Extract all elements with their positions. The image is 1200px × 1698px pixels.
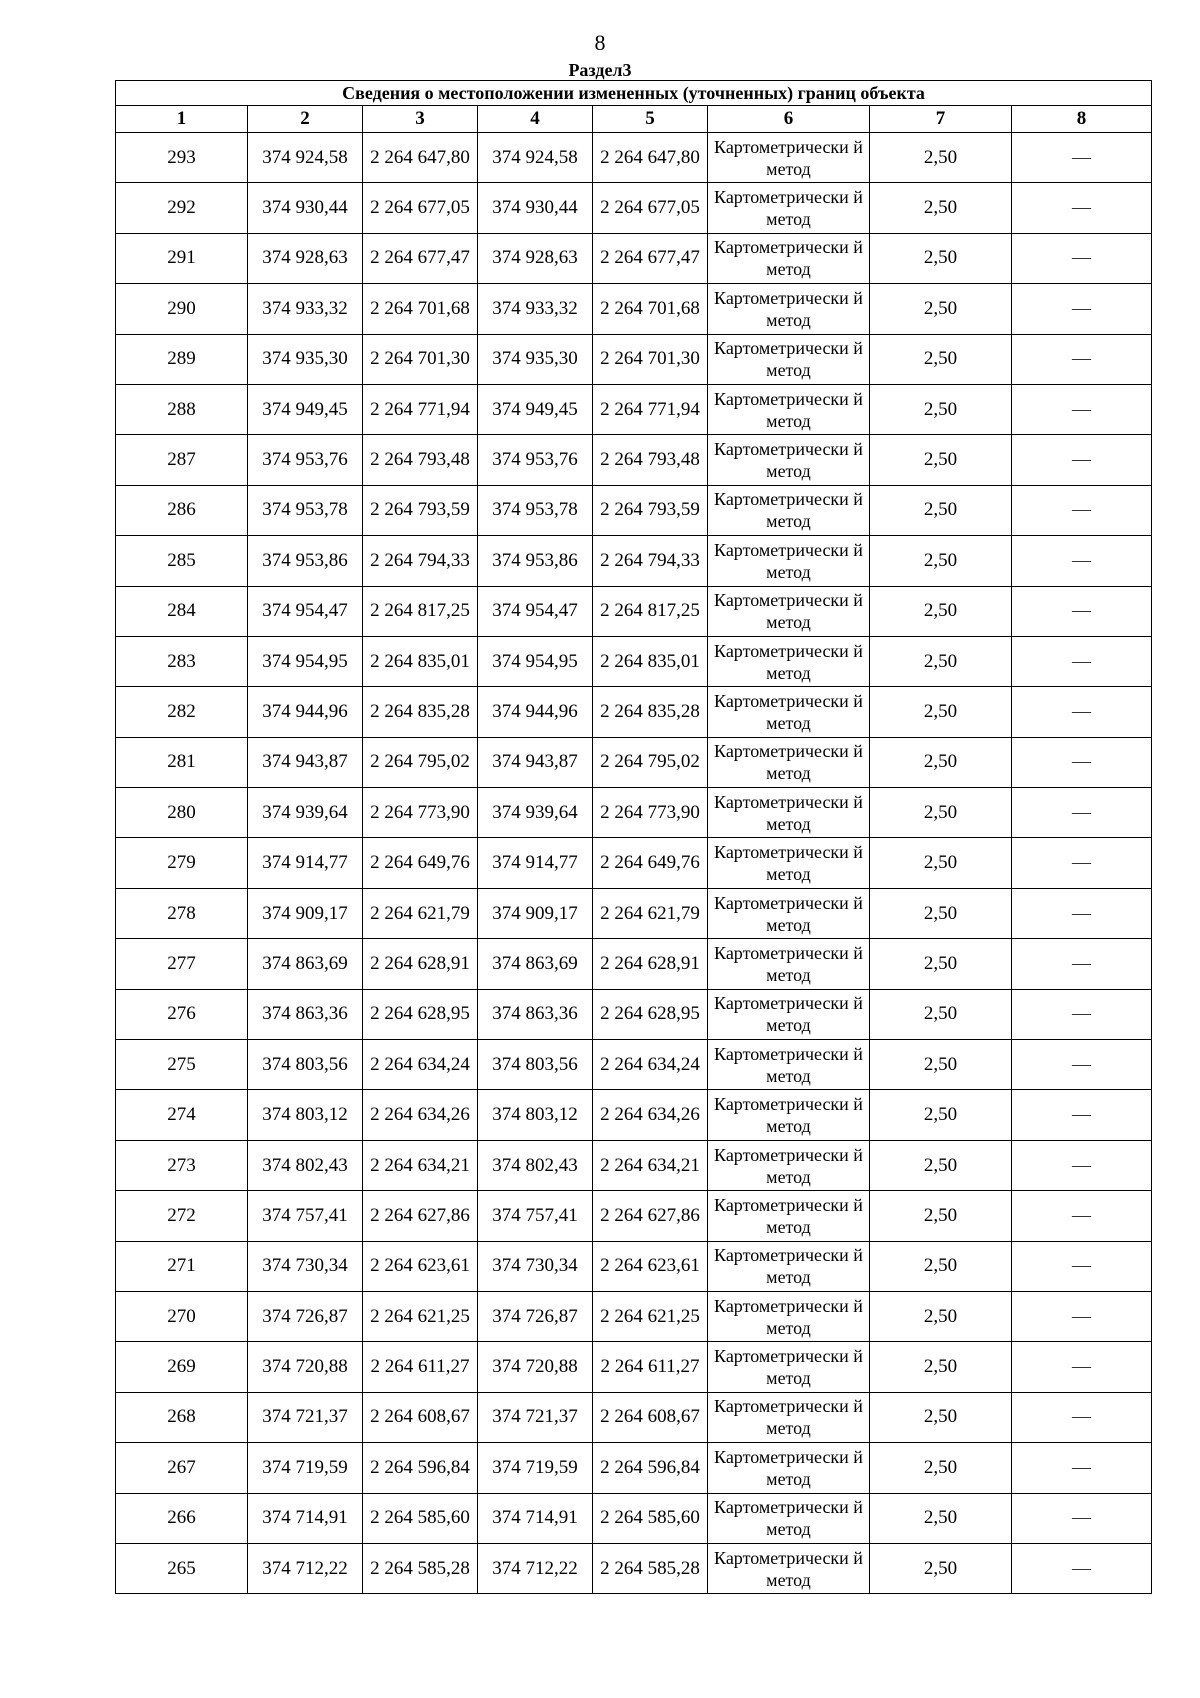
table-cell-col-6: Картометрически й метод [708,536,870,586]
table-cell-col-2: 374 928,63 [248,233,363,283]
table-cell-col-6: Картометрически й метод [708,989,870,1039]
table-cell-col-3: 2 264 621,79 [363,888,478,938]
table-cell-col-1: 284 [116,586,248,636]
table-cell-col-7: 2,50 [870,536,1012,586]
table-cell-col-3: 2 264 621,25 [363,1291,478,1341]
table-cell-col-6: Картометрически й метод [708,1140,870,1190]
table-cell-col-7: 2,50 [870,284,1012,334]
table-cell-col-5: 2 264 628,91 [593,939,708,989]
table-cell-col-7: 2,50 [870,1291,1012,1341]
table-cell-col-6: Картометрически й метод [708,133,870,183]
table-cell-col-5: 2 264 627,86 [593,1191,708,1241]
table-cell-col-3: 2 264 647,80 [363,133,478,183]
table-cell-col-8: — [1012,1392,1152,1442]
table-cell-col-2: 374 954,47 [248,586,363,636]
column-header-3: 3 [363,106,478,133]
table-cell-col-1: 283 [116,636,248,686]
table-cell-col-6: Картометрически й метод [708,233,870,283]
table-cell-col-2: 374 949,45 [248,384,363,434]
table-row [116,1191,1152,1241]
table-cell-col-5: 2 264 628,95 [593,989,708,1039]
table-cell-col-5: 2 264 649,76 [593,838,708,888]
table-cell-col-6: Картометрически й метод [708,183,870,233]
table-cell-col-5: 2 264 793,59 [593,485,708,535]
table-cell-col-7: 2,50 [870,1493,1012,1543]
table-cell-col-2: 374 757,41 [248,1191,363,1241]
table-row [116,1241,1152,1291]
table-cell-col-5: 2 264 677,05 [593,183,708,233]
table-cell-col-6: Картометрически й метод [708,888,870,938]
table-cell-col-3: 2 264 623,61 [363,1241,478,1291]
table-cell-col-8: — [1012,737,1152,787]
table-row [116,334,1152,384]
table-cell-col-6: Картометрически й метод [708,636,870,686]
table-cell-col-6: Картометрически й метод [708,1090,870,1140]
table-cell-col-2: 374 954,95 [248,636,363,686]
table-cell-col-2: 374 939,64 [248,788,363,838]
table-cell-col-4: 374 726,87 [478,1291,593,1341]
table-cell-col-8: — [1012,1543,1152,1593]
table-cell-col-1: 273 [116,1140,248,1190]
table-cell-col-7: 2,50 [870,1443,1012,1493]
table-cell-col-7: 2,50 [870,233,1012,283]
table-cell-col-5: 2 264 608,67 [593,1392,708,1442]
table-cell-col-7: 2,50 [870,888,1012,938]
table-cell-col-5: 2 264 634,26 [593,1090,708,1140]
table-cell-col-8: — [1012,233,1152,283]
table-cell-col-1: 280 [116,788,248,838]
page-number: 8 [594,30,606,55]
table-cell-col-3: 2 264 701,68 [363,284,478,334]
table-cell-col-1: 271 [116,1241,248,1291]
table-cell-col-4: 374 714,91 [478,1493,593,1543]
table-cell-col-4: 374 802,43 [478,1140,593,1190]
table-cell-col-4: 374 939,64 [478,788,593,838]
table-cell-col-7: 2,50 [870,1543,1012,1593]
table-row [116,888,1152,938]
table-cell-col-1: 270 [116,1291,248,1341]
table-row [116,485,1152,535]
table-cell-col-5: 2 264 634,24 [593,1040,708,1090]
table-cell-col-3: 2 264 649,76 [363,838,478,888]
table-cell-col-5: 2 264 795,02 [593,737,708,787]
table-cell-col-8: — [1012,888,1152,938]
table-cell-col-1: 275 [116,1040,248,1090]
table-cell-col-6: Картометрически й метод [708,1291,870,1341]
table-cell-col-3: 2 264 585,60 [363,1493,478,1543]
table-cell-col-7: 2,50 [870,1392,1012,1442]
table-cell-col-8: — [1012,1493,1152,1543]
table-row [116,939,1152,989]
table-cell-col-4: 374 935,30 [478,334,593,384]
table-cell-col-4: 374 943,87 [478,737,593,787]
table-cell-col-5: 2 264 585,28 [593,1543,708,1593]
table-cell-col-6: Картометрически й метод [708,1493,870,1543]
table-cell-col-4: 374 954,47 [478,586,593,636]
table-row [116,687,1152,737]
table-cell-col-5: 2 264 793,48 [593,435,708,485]
table-cell-col-3: 2 264 596,84 [363,1443,478,1493]
table-cell-col-5: 2 264 585,60 [593,1493,708,1543]
table-cell-col-3: 2 264 634,24 [363,1040,478,1090]
table-cell-col-4: 374 909,17 [478,888,593,938]
table-cell-col-2: 374 930,44 [248,183,363,233]
table-cell-col-3: 2 264 795,02 [363,737,478,787]
table-cell-col-1: 279 [116,838,248,888]
table-cell-col-3: 2 264 628,95 [363,989,478,1039]
table-cell-col-7: 2,50 [870,133,1012,183]
table-row [116,636,1152,686]
table-cell-col-2: 374 935,30 [248,334,363,384]
table-cell-col-4: 374 863,69 [478,939,593,989]
table-cell-col-7: 2,50 [870,1241,1012,1291]
table-cell-col-8: — [1012,133,1152,183]
table-cell-col-3: 2 264 773,90 [363,788,478,838]
table-cell-col-8: — [1012,1342,1152,1392]
table-cell-col-1: 281 [116,737,248,787]
table-cell-col-6: Картометрически й метод [708,788,870,838]
table-body [116,133,1152,1594]
column-header-4: 4 [478,106,593,133]
table-cell-col-5: 2 264 835,28 [593,687,708,737]
table-cell-col-2: 374 953,78 [248,485,363,535]
table-cell-col-3: 2 264 634,21 [363,1140,478,1190]
table-row [116,737,1152,787]
table-cell-col-7: 2,50 [870,788,1012,838]
table-cell-col-8: — [1012,989,1152,1039]
table-cell-col-7: 2,50 [870,435,1012,485]
table-cell-col-8: — [1012,183,1152,233]
table-header-row [116,106,1152,133]
table-cell-col-4: 374 712,22 [478,1543,593,1593]
column-header-7: 7 [870,106,1012,133]
column-header-1: 1 [116,106,248,133]
table-cell-col-7: 2,50 [870,687,1012,737]
table-cell-col-2: 374 712,22 [248,1543,363,1593]
table-cell-col-4: 374 933,32 [478,284,593,334]
table-cell-col-8: — [1012,435,1152,485]
table-cell-col-7: 2,50 [870,485,1012,535]
table-cell-col-2: 374 714,91 [248,1493,363,1543]
table-cell-col-1: 274 [116,1090,248,1140]
table-cell-col-2: 374 720,88 [248,1342,363,1392]
table-cell-col-2: 374 863,36 [248,989,363,1039]
column-header-8: 8 [1012,106,1152,133]
table-cell-col-6: Картометрически й метод [708,939,870,989]
table-cell-col-4: 374 930,44 [478,183,593,233]
table-cell-col-5: 2 264 621,25 [593,1291,708,1341]
table-cell-col-2: 374 863,69 [248,939,363,989]
table-cell-col-5: 2 264 611,27 [593,1342,708,1392]
table-cell-col-6: Картометрически й метод [708,1392,870,1442]
table-row [116,1342,1152,1392]
table-cell-col-3: 2 264 608,67 [363,1392,478,1442]
table-cell-col-1: 290 [116,284,248,334]
table-row [116,1443,1152,1493]
table-cell-col-6: Картометрически й метод [708,284,870,334]
table-cell-col-1: 293 [116,133,248,183]
table-cell-col-5: 2 264 621,79 [593,888,708,938]
table-cell-col-8: — [1012,838,1152,888]
table-cell-col-4: 374 953,76 [478,435,593,485]
table-cell-col-4: 374 803,56 [478,1040,593,1090]
table-cell-col-4: 374 953,86 [478,536,593,586]
table-cell-col-2: 374 721,37 [248,1392,363,1442]
table-cell-col-7: 2,50 [870,1342,1012,1392]
table-cell-col-5: 2 264 835,01 [593,636,708,686]
table-row [116,183,1152,233]
table-cell-col-2: 374 803,12 [248,1090,363,1140]
table-cell-col-5: 2 264 701,30 [593,334,708,384]
table-cell-col-8: — [1012,1443,1152,1493]
table-cell-col-6: Картометрически й метод [708,485,870,535]
table-cell-col-1: 289 [116,334,248,384]
table-cell-col-4: 374 721,37 [478,1392,593,1442]
table-cell-col-2: 374 953,86 [248,536,363,586]
table-cell-col-6: Картометрически й метод [708,1040,870,1090]
table-cell-col-7: 2,50 [870,1040,1012,1090]
table-cell-col-1: 285 [116,536,248,586]
table-cell-col-2: 374 944,96 [248,687,363,737]
table-cell-col-3: 2 264 771,94 [363,384,478,434]
table-row [116,1291,1152,1341]
table-row [116,1493,1152,1543]
table-cell-col-8: — [1012,536,1152,586]
table-cell-col-7: 2,50 [870,183,1012,233]
table-cell-col-6: Картометрически й метод [708,586,870,636]
table-cell-col-5: 2 264 817,25 [593,586,708,636]
table-cell-col-6: Картометрически й метод [708,1241,870,1291]
table-row [116,1392,1152,1442]
table-cell-col-7: 2,50 [870,737,1012,787]
table-row [116,586,1152,636]
table-cell-col-5: 2 264 596,84 [593,1443,708,1493]
table-row [116,989,1152,1039]
table-caption-row [116,81,1152,106]
table-cell-col-3: 2 264 585,28 [363,1543,478,1593]
table-cell-col-6: Картометрически й метод [708,435,870,485]
table-cell-col-3: 2 264 835,28 [363,687,478,737]
table-cell-col-2: 374 914,77 [248,838,363,888]
table-cell-col-1: 288 [116,384,248,434]
table-row [116,384,1152,434]
table-cell-col-7: 2,50 [870,586,1012,636]
table-cell-col-7: 2,50 [870,1191,1012,1241]
table-cell-col-3: 2 264 677,05 [363,183,478,233]
table-cell-col-4: 374 928,63 [478,233,593,283]
table-cell-col-7: 2,50 [870,1090,1012,1140]
table-cell-col-8: — [1012,1241,1152,1291]
table-cell-col-3: 2 264 701,30 [363,334,478,384]
table-row [116,536,1152,586]
table-cell-col-1: 272 [116,1191,248,1241]
section-title: Раздел3 [568,60,632,80]
table-cell-col-3: 2 264 627,86 [363,1191,478,1241]
table-cell-col-8: — [1012,1191,1152,1241]
table-cell-col-2: 374 803,56 [248,1040,363,1090]
table-cell-col-7: 2,50 [870,334,1012,384]
table-cell-col-4: 374 953,78 [478,485,593,535]
table-cell-col-4: 374 757,41 [478,1191,593,1241]
table-cell-col-4: 374 954,95 [478,636,593,686]
table-cell-col-1: 269 [116,1342,248,1392]
table-cell-col-2: 374 719,59 [248,1443,363,1493]
table-cell-col-3: 2 264 628,91 [363,939,478,989]
table-cell-col-3: 2 264 835,01 [363,636,478,686]
table-cell-col-4: 374 914,77 [478,838,593,888]
table-cell-col-4: 374 924,58 [478,133,593,183]
table-cell-col-8: — [1012,687,1152,737]
table-cell-col-3: 2 264 793,48 [363,435,478,485]
table-cell-col-4: 374 719,59 [478,1443,593,1493]
table-cell-col-7: 2,50 [870,989,1012,1039]
table-cell-col-8: — [1012,284,1152,334]
table-cell-col-7: 2,50 [870,384,1012,434]
table-row [116,284,1152,334]
table-cell-col-1: 287 [116,435,248,485]
table-cell-col-2: 374 924,58 [248,133,363,183]
table-cell-col-1: 291 [116,233,248,283]
table-cell-col-4: 374 803,12 [478,1090,593,1140]
table-cell-col-1: 265 [116,1543,248,1593]
table-cell-col-4: 374 944,96 [478,687,593,737]
table-cell-col-1: 277 [116,939,248,989]
table-cell-col-8: — [1012,485,1152,535]
table-cell-col-1: 282 [116,687,248,737]
table-cell-col-6: Картометрически й метод [708,737,870,787]
table-row [116,838,1152,888]
table-cell-col-2: 374 943,87 [248,737,363,787]
table-cell-col-1: 292 [116,183,248,233]
table-cell-col-5: 2 264 634,21 [593,1140,708,1190]
table-cell-col-6: Картометрически й метод [708,384,870,434]
table-cell-col-3: 2 264 611,27 [363,1342,478,1392]
table-cell-col-3: 2 264 794,33 [363,536,478,586]
table-cell-col-8: — [1012,1291,1152,1341]
table-cell-col-6: Картометрически й метод [708,1543,870,1593]
table-cell-col-5: 2 264 771,94 [593,384,708,434]
table-cell-col-6: Картометрически й метод [708,334,870,384]
table-cell-col-2: 374 802,43 [248,1140,363,1190]
table-cell-col-5: 2 264 677,47 [593,233,708,283]
table-cell-col-8: — [1012,636,1152,686]
table-row [116,1040,1152,1090]
table-cell-col-4: 374 730,34 [478,1241,593,1291]
table-caption: Сведения о местоположении измененных (уточненных) границ объекта [116,81,1152,106]
table-cell-col-8: — [1012,1140,1152,1190]
table-row [116,435,1152,485]
table-cell-col-1: 266 [116,1493,248,1543]
table-cell-col-4: 374 949,45 [478,384,593,434]
table-cell-col-6: Картометрически й метод [708,1443,870,1493]
table-cell-col-2: 374 933,32 [248,284,363,334]
table-cell-col-8: — [1012,788,1152,838]
table-cell-col-1: 267 [116,1443,248,1493]
table-cell-col-3: 2 264 634,26 [363,1090,478,1140]
table-cell-col-7: 2,50 [870,1140,1012,1190]
table-cell-col-3: 2 264 817,25 [363,586,478,636]
table-cell-col-7: 2,50 [870,939,1012,989]
table-cell-col-7: 2,50 [870,838,1012,888]
table-cell-col-5: 2 264 701,68 [593,284,708,334]
table-cell-col-8: — [1012,1090,1152,1140]
table-cell-col-3: 2 264 793,59 [363,485,478,535]
column-header-5: 5 [593,106,708,133]
table-cell-col-5: 2 264 623,61 [593,1241,708,1291]
table-cell-col-7: 2,50 [870,636,1012,686]
table-cell-col-5: 2 264 794,33 [593,536,708,586]
table-cell-col-2: 374 953,76 [248,435,363,485]
table-cell-col-5: 2 264 647,80 [593,133,708,183]
table-cell-col-8: — [1012,939,1152,989]
table-row [116,1090,1152,1140]
table-cell-col-1: 286 [116,485,248,535]
table-cell-col-3: 2 264 677,47 [363,233,478,283]
coordinates-table [115,80,1152,1594]
table-cell-col-4: 374 863,36 [478,989,593,1039]
table-row [116,1543,1152,1593]
table-cell-col-2: 374 909,17 [248,888,363,938]
table-cell-col-2: 374 726,87 [248,1291,363,1341]
table-cell-col-8: — [1012,586,1152,636]
table-cell-col-2: 374 730,34 [248,1241,363,1291]
table-row [116,788,1152,838]
table-cell-col-8: — [1012,334,1152,384]
column-header-6: 6 [708,106,870,133]
table-cell-col-6: Картометрически й метод [708,687,870,737]
table-row [116,133,1152,183]
table-cell-col-1: 276 [116,989,248,1039]
table-cell-col-1: 278 [116,888,248,938]
table-cell-col-5: 2 264 773,90 [593,788,708,838]
table-cell-col-6: Картометрически й метод [708,1342,870,1392]
table-cell-col-6: Картометрически й метод [708,1191,870,1241]
table-cell-col-4: 374 720,88 [478,1342,593,1392]
table-row [116,1140,1152,1190]
table-cell-col-8: — [1012,384,1152,434]
table-cell-col-8: — [1012,1040,1152,1090]
table-cell-col-6: Картометрически й метод [708,838,870,888]
table-cell-col-1: 268 [116,1392,248,1442]
column-header-2: 2 [248,106,363,133]
table-row [116,233,1152,283]
